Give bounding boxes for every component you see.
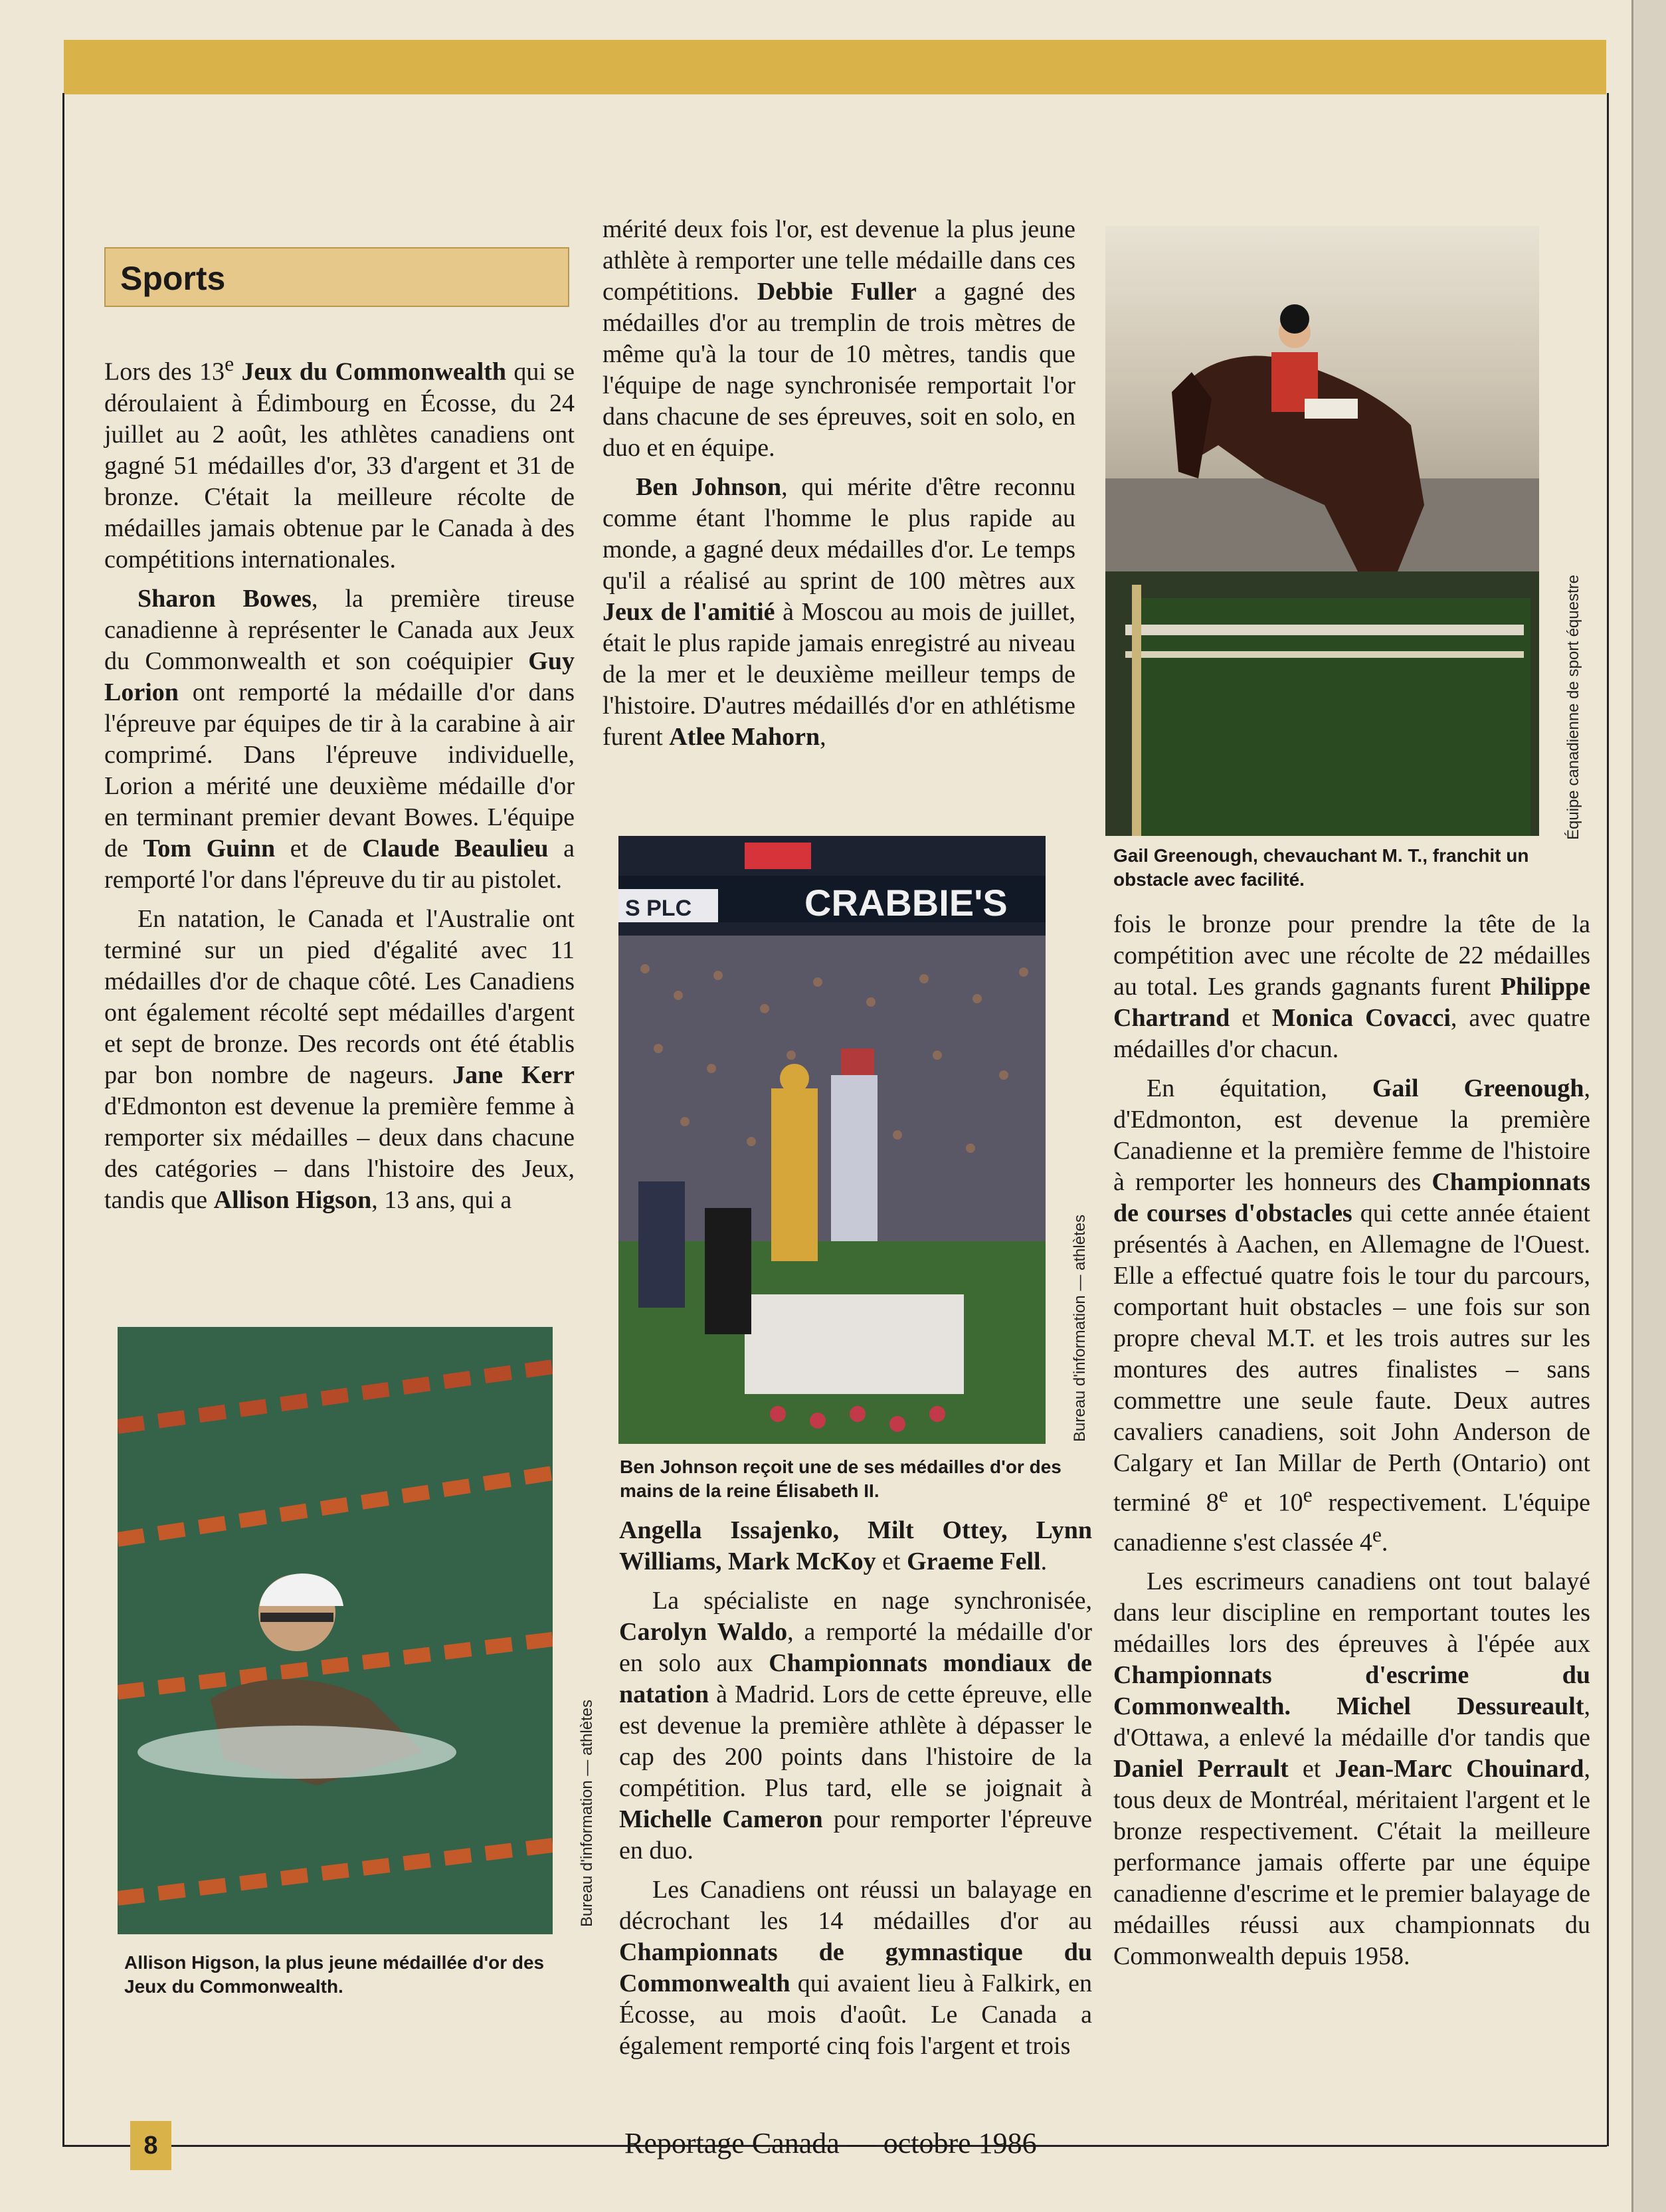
text-run: , [820, 723, 826, 751]
paragraph [602, 214, 1075, 464]
bold-text: Championnats mondiaux de natation [619, 1649, 1092, 1708]
article-column-3 [1113, 909, 1590, 1972]
text-run: En natation, le Canada et l'Australie ont terminé sur un pied d'égalité avec 11 médailles d'or de chaque côté. Les Canadiens ont également récolté sept médailles d'argent et sept de bronze. Des records ont été établis par bon nombre de nageurs. [104, 904, 575, 1089]
text-run: pour remporter l'épreuve en duo. [619, 1805, 1092, 1864]
text-run: Les Canadiens ont réussi un balayage en décrochant les 14 médailles d'or au [619, 1876, 1092, 1935]
text-run: , a remporté la médaille d'or en solo aux [619, 1618, 1092, 1677]
bold-text: Atlee Mahorn [669, 723, 820, 751]
text-run: à Moscou au mois de juillet, était le plus rapide jamais enregistré au niveau de la mer et le deuxième meilleur temps de l'histoire. D'autres médaillés d'or en athlétisme furent [602, 598, 1075, 751]
article-column-1 [104, 348, 575, 1216]
swimmer-photo-credit: Bureau d'information — athlètes [578, 1699, 596, 1927]
bold-text: Guy Lorion [104, 647, 575, 706]
text-run: a gagné des médailles d'or au tremplin de trois mètres de même qu'à la tour de 10 mètres, tandis que l'équipe de nage synchronisée remportait l'or dans chacune de ses épreuves, soit en solo, en duo et en équipe. [602, 278, 1075, 462]
medal-ceremony-illustration [618, 836, 1046, 1444]
bold-text: Daniel Perrault [1113, 1755, 1289, 1783]
bold-text: Sharon Bowes [138, 584, 312, 613]
swimmer-illustration [118, 1327, 553, 1934]
bold-text: Angella Issajenko, Milt Ottey, Lynn Williams, Mark McKoy [619, 1516, 1092, 1575]
podium-photo [618, 836, 1046, 1444]
text-run: et [1230, 1004, 1272, 1032]
text-run: a remporté l'or dans l'épreuve du tir au pistolet. [104, 834, 575, 894]
bold-text: Championnats de gymnastique du Commonwealth [619, 1938, 1092, 1997]
paragraph [104, 348, 575, 575]
bold-text: Ben Johnson [636, 473, 782, 501]
text-run: mérité deux fois l'or, est devenue la plus jeune athlète à remporter une telle médaille dans ces compétitions. [602, 215, 1075, 306]
bold-text: Philippe Chartrand [1113, 973, 1590, 1032]
adjacent-page-edge [1631, 0, 1666, 2212]
paragraph [619, 1515, 1092, 1577]
podium-photo-credit: Bureau d'information — athlètes [1071, 1214, 1089, 1442]
stadium-sign-left: S PLC [625, 896, 692, 921]
text-run: La spécialiste en nage synchronisée, [652, 1587, 1092, 1615]
bold-text: Michelle Cameron [619, 1805, 823, 1833]
text-run: fois le bronze pour prendre la tête de la compétition avec une récolte de 22 médailles au total. Les grands gagnants furent [1113, 910, 1590, 1001]
text-run: , d'Ottawa, a enlevé la médaille d'or tandis que [1113, 1692, 1590, 1752]
superscript: e [225, 352, 234, 375]
bold-text: Tom Guinn [143, 834, 276, 862]
paragraph [104, 904, 575, 1216]
paragraph [104, 583, 575, 896]
text-run: , qui mérite d'être reconnu comme étant l'homme le plus rapide au monde, a gagné deux médailles d'or. Le temps qu'il a réalisé au sprint de 100 mètres aux [602, 473, 1075, 595]
superscript: e [1218, 1483, 1228, 1506]
text-run: et 10 [1228, 1488, 1303, 1517]
text-run: , d'Edmonton, est devenue la première Canadienne et la première femme de l'histoire à remporter les honneurs des [1113, 1074, 1590, 1196]
podium-caption: Ben Johnson reçoit une de ses médailles d'or des mains de la reine Élisabeth II. [620, 1457, 1062, 1501]
text-run: , 13 ans, qui a [371, 1185, 512, 1214]
text-run: Lors des 13 [104, 357, 225, 386]
text-run: qui se déroulaient à Édimbourg en Écosse, du 24 juillet au 2 août, les athlètes canadiens ont gagné 51 médailles d'or, 33 d'argent et 31 de bronze. C'était la meilleure récolte de médailles jamais obtenue par le Canada à des compétitions internationales. [104, 357, 575, 573]
top-accent-bar [64, 40, 1606, 94]
bold-text: Claude Beaulieu [362, 834, 549, 862]
page-number: 8 [130, 2121, 171, 2170]
swimmer-caption: Allison Higson, la plus jeune médaillée d'or des Jeux du Commonwealth. [124, 1952, 545, 1997]
superscript: e [1372, 1522, 1382, 1546]
publication-footer: Reportage Canada — octobre 1986 [624, 2127, 1037, 2160]
text-run: et [1288, 1755, 1335, 1783]
bold-text: Jane Kerr [452, 1060, 575, 1089]
paragraph [1113, 1073, 1590, 1558]
text-run: Les escrimeurs canadiens ont tout balayé dans leur discipline en remportant toutes les médailles lors des épreuves à l'épée aux [1113, 1567, 1590, 1659]
bold-text: Carolyn Waldo [619, 1618, 788, 1646]
section-title: Sports [104, 247, 569, 307]
bold-text: Monica Covacci [1271, 1004, 1451, 1032]
bold-text: Graeme Fell [907, 1548, 1041, 1575]
text-run: , avec quatre médailles d'or chacun. [1113, 1004, 1590, 1063]
stadium-sign-right: CRABBIE'S [804, 882, 1008, 924]
text-run: qui cette année étaient présentés à Aachen, en Allemagne de l'Ouest. Elle a effectué quatre fois le tour du parcours, comportant huit obstacles – une fois sur son propre cheval M.T. et les trois autres sur les montures des autres finalistes – sans commettre une seule faute. Deux autres cavaliers canadiens, soit John Anderson de Calgary et Ian Millar de Perth (Ontario) ont terminé 8 [1113, 1199, 1590, 1517]
text-run: et de [275, 834, 363, 862]
text-run: , la première tireuse canadienne à représenter le Canada aux Jeux du Commonwealth et son coéquipier [104, 584, 575, 675]
text-run: En équitation, [1147, 1074, 1372, 1102]
bold-text: Gail Greenough [1372, 1074, 1584, 1102]
text-run: , tous deux de Montréal, méritaient l'argent et le bronze respectivement. C'était la meilleure performance jamais offerte par une équipe canadienne d'escrime et le premier balayage de médailles réussi aux championnats du Commonwealth depuis 1958. [1113, 1755, 1590, 1971]
paragraph [602, 472, 1075, 753]
text-run: ont remporté la médaille d'or dans l'épreuve par équipes de tir à la carabine à air comprimé. Dans l'épreuve individuelle, Lorion a mérité une deuxième médaille d'or en terminant premier devant Bowes. L'équipe de [104, 678, 575, 862]
article-column-2-continued [619, 1515, 1092, 2062]
text-run: et [876, 1548, 907, 1575]
bold-text: Jeux du Commonwealth [234, 357, 507, 386]
article-column-2 [602, 214, 1075, 753]
horse-jump-illustration [1105, 226, 1539, 836]
text-run: à Madrid. Lors de cette épreuve, elle est devenue la première athlète à dépasser le cap des 200 points dans l'histoire de la compétition. Plus tard, elle se joignait à [619, 1680, 1092, 1802]
bold-text: Debbie Fuller [757, 278, 917, 306]
text-run: . [1381, 1528, 1388, 1557]
equestrian-caption: Gail Greenough, chevauchant M. T., franchit un obstacle avec facilité. [1113, 845, 1529, 890]
paragraph [619, 1585, 1092, 1866]
paragraph [1113, 909, 1590, 1065]
paragraph [1113, 1566, 1590, 1972]
bold-text: Jeux de l'amitié [602, 598, 775, 626]
equestrian-photo [1105, 226, 1539, 836]
paragraph [619, 1874, 1092, 2062]
bold-text: Championnats d'escrime du Commonwealth. Michel Dessureault [1113, 1661, 1590, 1721]
superscript: e [1303, 1483, 1313, 1506]
swimmer-photo [118, 1327, 553, 1934]
bold-text: Jean-Marc Chouinard [1335, 1755, 1584, 1783]
bold-text: Championnats de courses d'obstacles [1113, 1168, 1590, 1227]
bold-text: Allison Higson [213, 1185, 372, 1214]
equestrian-photo-credit: Équipe canadienne de sport équestre [1564, 575, 1582, 840]
text-run: qui avaient lieu à Falkirk, en Écosse, au mois d'août. Le Canada a également remporté cinq fois l'argent et trois [619, 1969, 1092, 2060]
text-run: respectivement. L'équipe canadienne s'est classée 4 [1113, 1488, 1590, 1557]
text-run: d'Edmonton est devenue la première femme à remporter six médailles – deux dans chacune des catégories – dans l'histoire des Jeux, tandis que [104, 1092, 575, 1214]
text-run: . [1040, 1548, 1048, 1575]
